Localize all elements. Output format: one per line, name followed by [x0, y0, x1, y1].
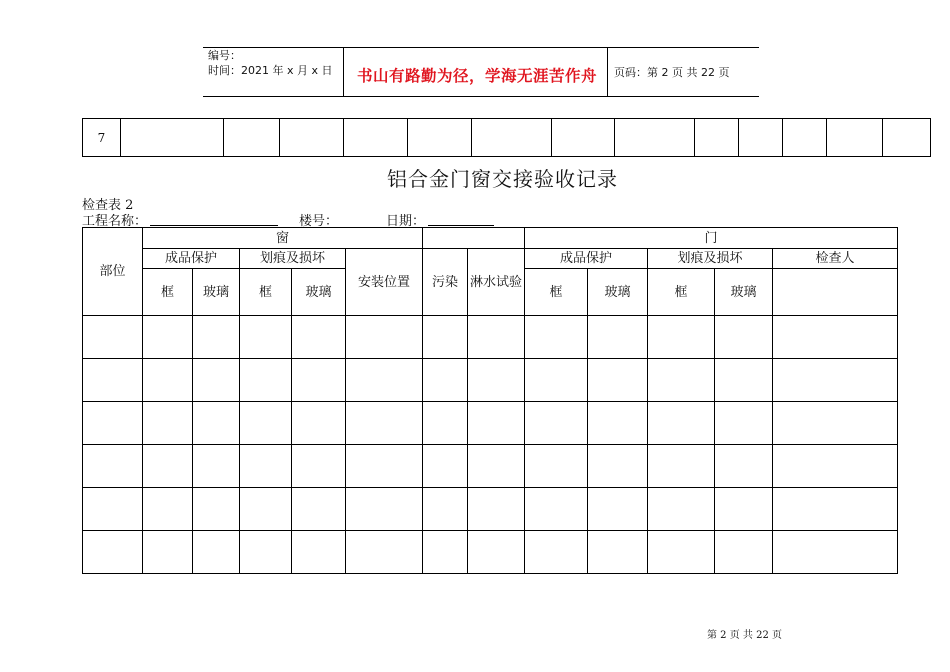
table-cell[interactable] — [525, 531, 588, 574]
table-row — [83, 402, 898, 445]
table-cell[interactable] — [648, 445, 715, 488]
table-cell[interactable] — [525, 316, 588, 359]
header-window-protection-frame: 框 — [143, 269, 193, 316]
header-window-damage: 划痕及损坏 — [240, 249, 346, 269]
table-cell[interactable] — [648, 531, 715, 574]
header-window-protection: 成品保护 — [143, 249, 240, 269]
inspection-table — [82, 227, 898, 574]
table-row — [83, 316, 898, 359]
row-cell — [827, 119, 883, 157]
table-cell[interactable] — [468, 402, 525, 445]
table-cell[interactable] — [648, 359, 715, 402]
header-motto: 书山有路勤为径，学海无涯苦作舟 — [357, 67, 598, 85]
table-cell[interactable] — [143, 402, 193, 445]
header-door-protection-glass: 玻璃 — [588, 269, 648, 316]
table-cell[interactable] — [193, 445, 240, 488]
project-name-field[interactable] — [150, 212, 278, 226]
table-cell[interactable] — [468, 316, 525, 359]
row-cell — [739, 119, 783, 157]
table-cell[interactable] — [143, 445, 193, 488]
row-index: 7 — [83, 119, 121, 157]
table-cell[interactable] — [588, 531, 648, 574]
table-cell[interactable] — [773, 359, 898, 402]
header-bottom-rule — [203, 96, 759, 97]
header-window-damage-glass: 玻璃 — [292, 269, 346, 316]
table-cell[interactable] — [773, 531, 898, 574]
table-cell[interactable] — [773, 445, 898, 488]
table-cell[interactable] — [83, 488, 143, 531]
table-cell[interactable] — [292, 531, 346, 574]
table-cell[interactable] — [143, 488, 193, 531]
table-cell[interactable] — [588, 488, 648, 531]
table-row — [83, 488, 898, 531]
table-cell[interactable] — [346, 359, 423, 402]
header-stain: 污染 — [423, 249, 468, 316]
table-cell[interactable] — [193, 531, 240, 574]
table-cell[interactable] — [292, 402, 346, 445]
table-cell[interactable] — [648, 402, 715, 445]
table-cell[interactable] — [715, 488, 773, 531]
table-cell[interactable] — [648, 488, 715, 531]
table-cell[interactable] — [648, 316, 715, 359]
table-cell[interactable] — [715, 359, 773, 402]
header-window-group: 窗 — [143, 228, 423, 249]
table-cell[interactable] — [143, 359, 193, 402]
table-cell[interactable] — [346, 488, 423, 531]
table-cell[interactable] — [143, 531, 193, 574]
table-cell[interactable] — [346, 445, 423, 488]
row-cell — [783, 119, 827, 157]
table-cell[interactable] — [423, 445, 468, 488]
previous-table-row — [82, 118, 931, 157]
table-row — [83, 531, 898, 574]
table-cell[interactable] — [83, 316, 143, 359]
header-location: 部位 — [83, 228, 143, 316]
row-cell — [224, 119, 280, 157]
header-window-protection-glass: 玻璃 — [193, 269, 240, 316]
table-cell[interactable] — [588, 359, 648, 402]
header-inspector: 检查人 — [773, 249, 898, 269]
table-cell[interactable] — [423, 359, 468, 402]
table-cell[interactable] — [83, 402, 143, 445]
table-cell[interactable] — [715, 316, 773, 359]
header-page-info: 页码：第 2 页 共 22 页 — [614, 66, 730, 79]
header-inspector-blank — [773, 269, 898, 316]
table-cell[interactable] — [292, 316, 346, 359]
header-door-damage: 划痕及损坏 — [648, 249, 773, 269]
table-cell[interactable] — [143, 316, 193, 359]
table-cell[interactable] — [292, 445, 346, 488]
doc-time-label: 时间：2021 年 x 月 x 日 — [208, 64, 333, 77]
table-cell[interactable] — [715, 445, 773, 488]
date-label: 日期： — [386, 214, 426, 229]
building-number-label: 楼号： — [299, 214, 339, 229]
row-cell — [472, 119, 552, 157]
table-cell[interactable] — [773, 402, 898, 445]
table-cell[interactable] — [423, 488, 468, 531]
table-id: 检查表 2 — [82, 198, 134, 213]
table-cell[interactable] — [468, 445, 525, 488]
row-cell — [883, 119, 931, 157]
table-cell[interactable] — [525, 359, 588, 402]
table-cell[interactable] — [193, 316, 240, 359]
table-cell[interactable] — [292, 488, 346, 531]
header-divider-right — [607, 47, 608, 97]
row-cell — [695, 119, 739, 157]
table-cell[interactable] — [240, 488, 292, 531]
document-title: 铝合金门窗交接验收记录 — [387, 167, 618, 191]
table-cell[interactable] — [423, 531, 468, 574]
table-cell[interactable] — [468, 488, 525, 531]
header-top-rule — [203, 47, 759, 48]
table-cell[interactable] — [773, 316, 898, 359]
row-cell — [552, 119, 615, 157]
table-cell[interactable] — [423, 402, 468, 445]
row-cell — [344, 119, 408, 157]
row-cell — [121, 119, 224, 157]
table-cell[interactable] — [588, 402, 648, 445]
table-cell[interactable] — [423, 316, 468, 359]
header-window-damage-frame: 框 — [240, 269, 292, 316]
table-cell[interactable] — [715, 402, 773, 445]
header-door-damage-frame: 框 — [648, 269, 715, 316]
header-blank-group — [423, 228, 525, 249]
project-name-label: 工程名称： — [82, 214, 148, 229]
header-door-protection-frame: 框 — [525, 269, 588, 316]
table-cell[interactable] — [240, 316, 292, 359]
table-cell[interactable] — [193, 359, 240, 402]
header-install-position: 安装位置 — [346, 249, 423, 316]
table-cell[interactable] — [468, 359, 525, 402]
table-cell[interactable] — [83, 359, 143, 402]
table-row — [83, 445, 898, 488]
table-cell[interactable] — [525, 488, 588, 531]
table-cell[interactable] — [83, 531, 143, 574]
table-cell[interactable] — [715, 531, 773, 574]
table-cell[interactable] — [588, 316, 648, 359]
header-divider-left — [343, 47, 344, 97]
header-door-group: 门 — [525, 228, 898, 249]
row-cell — [615, 119, 695, 157]
table-cell[interactable] — [292, 359, 346, 402]
date-field[interactable] — [428, 212, 494, 226]
footer-page-info: 第 2 页 共 22 页 — [707, 630, 782, 641]
table-cell[interactable] — [193, 402, 240, 445]
inspection-rows — [83, 316, 898, 574]
table-cell[interactable] — [468, 531, 525, 574]
table-cell[interactable] — [240, 445, 292, 488]
row-cell — [408, 119, 472, 157]
doc-number-label: 编号： — [208, 49, 241, 62]
table-cell[interactable] — [193, 488, 240, 531]
header-door-damage-glass: 玻璃 — [715, 269, 773, 316]
table-cell[interactable] — [525, 445, 588, 488]
row-cell — [280, 119, 344, 157]
table-cell[interactable] — [240, 402, 292, 445]
table-cell[interactable] — [346, 316, 423, 359]
table-cell[interactable] — [773, 488, 898, 531]
header-water-test: 淋水试验 — [468, 249, 525, 316]
table-cell[interactable] — [525, 402, 588, 445]
table-cell[interactable] — [240, 531, 292, 574]
table-cell[interactable] — [346, 402, 423, 445]
table-cell[interactable] — [83, 445, 143, 488]
table-cell[interactable] — [346, 531, 423, 574]
table-row — [83, 359, 898, 402]
table-cell[interactable] — [588, 445, 648, 488]
header-door-protection: 成品保护 — [525, 249, 648, 269]
table-cell[interactable] — [240, 359, 292, 402]
